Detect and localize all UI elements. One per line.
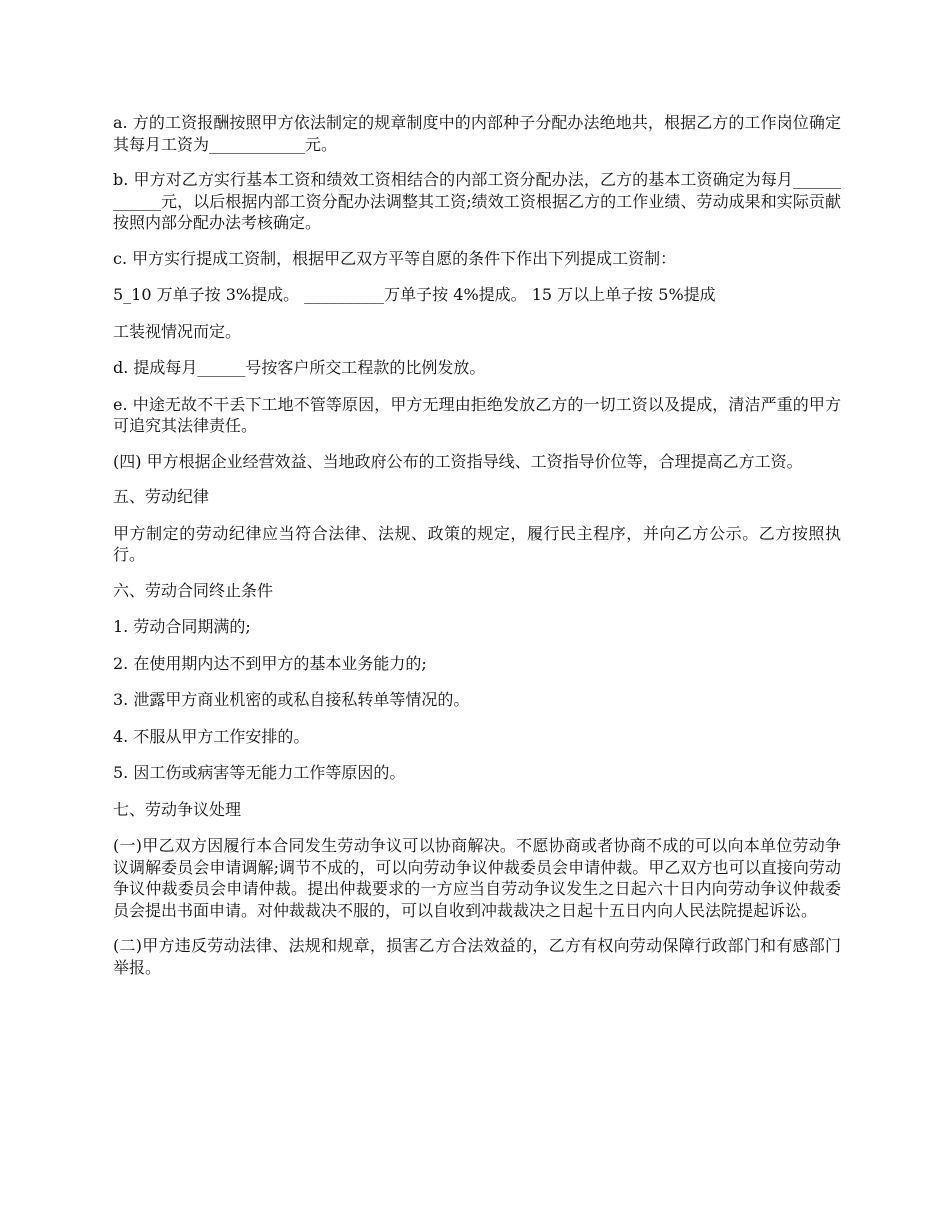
paragraph-tools: 工装视情况而定。 [113,321,242,341]
paragraph-salary-b: b. 甲方对乙方实行基本工资和绩效工资相结合的内部工资分配办法，乙方的基本工资确定为每月____________元，以后根据内部工资分配办法调整其工资;绩效工资根据乙方的工作业绩、劳动成果和实际贡献按照内部分配办法考核确定。 [113,170,841,232]
paragraph-commission-rates: 5_10 万单子按 3%提成。 __________万单子按 4%提成。 15 万以上单子按 5%提成 [113,285,716,304]
paragraph-labor-discipline: 甲方制定的劳动纪律应当符合法律、法规、政策的规定，履行民主程序，并向乙方公示。乙方按照执行。 [113,523,841,564]
paragraph-salary-e: e. 中途无故不干丢下工地不管等原因，甲方无理由拒绝发放乙方的一切工资以及提成，清洁严重的甲方可追究其法律责任。 [113,394,841,435]
list-item-termination-2: 2. 在使用期内达不到甲方的基本业务能力的; [113,653,427,673]
paragraph-salary-raise: (四) 甲方根据企业经营效益、当地政府公布的工资指导线、工资指导价位等，合理提高乙方工资。 [113,451,803,471]
paragraph-dispute-1: (一)甲乙双方因履行本合同发生劳动争议可以协商解决。不愿协商或者协商不成的可以向本单位劳动争议调解委员会申请调解;调节不成的，可以向劳动争议仲裁委员会申请仲裁。甲乙双方也可以直接向劳动争议仲裁委员会申请仲裁。提出仲裁要求的一方应当自劳动争议发生之日起六十日内向劳动争议仲裁委员会提出书面申请。对仲裁裁决不服的，可以自收到冲裁裁决之日起十五日内向人民法院提起诉讼。 [113,836,841,920]
list-item-termination-1: 1. 劳动合同期满的; [113,617,251,636]
paragraph-salary-a: a. 方的工资报酬按照甲方依法制定的规章制度中的内部种子分配办法绝地共，根据乙方的工作岗位确定其每月工资为____________元。 [113,113,841,154]
paragraph-salary-c: c. 甲方实行提成工资制，根据甲乙双方平等自愿的条件下作出下列提成工资制： [113,248,677,268]
section-heading-labor-discipline: 五、劳动纪律 [113,487,210,506]
section-heading-dispute: 七、劳动争议处理 [113,799,242,819]
section-heading-termination: 六、劳动合同终止条件 [113,580,274,600]
document-page [113,112,841,992]
list-item-termination-4: 4. 不服从甲方工作安排的。 [113,726,310,746]
paragraph-salary-d: d. 提成每月______号按客户所交工程款的比例发放。 [113,358,486,377]
paragraph-dispute-2: (二)甲方违反劳动法律、法规和规章，损害乙方合法效益的，乙方有权向劳动保障行政部门和有感部门举报。 [113,936,841,977]
list-item-termination-3: 3. 泄露甲方商业机密的或私自接私转单等情况的。 [113,690,470,709]
list-item-termination-5: 5. 因工伤或病害等无能力工作等原因的。 [113,763,406,782]
